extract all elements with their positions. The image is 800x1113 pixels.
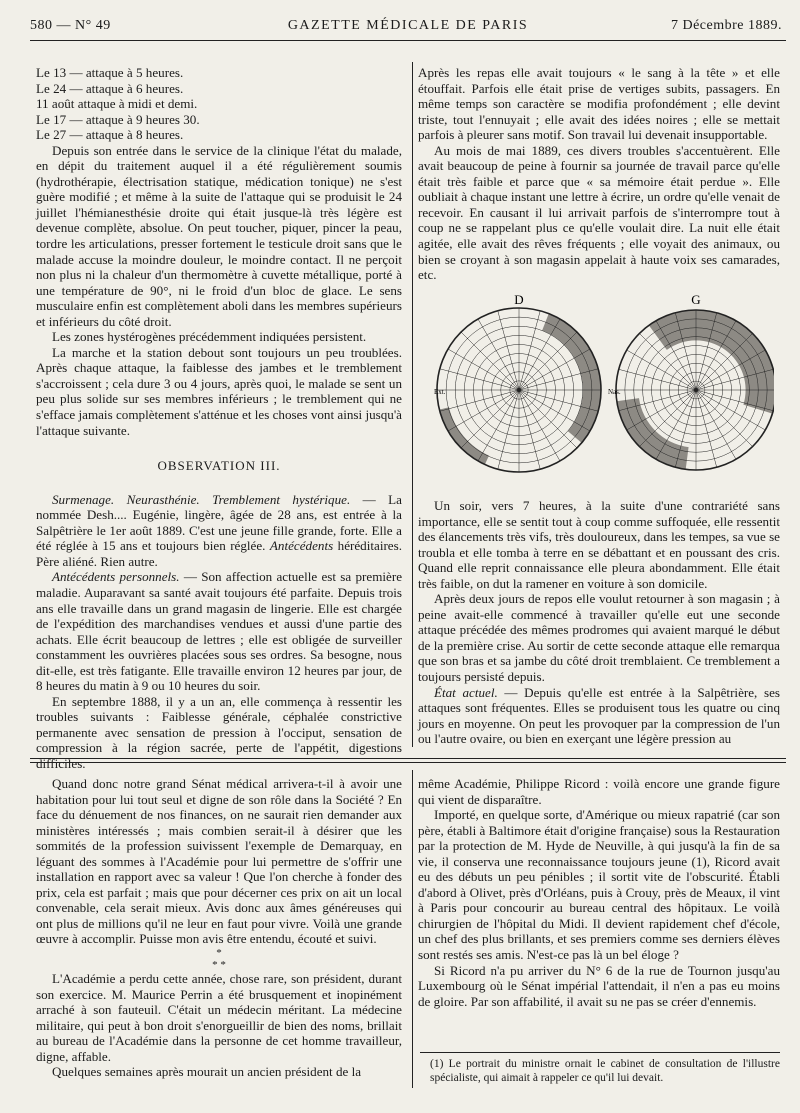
journal-title: GAZETTE MÉDICALE DE PARIS	[287, 18, 529, 33]
paragraph: Le 17 — attaque à 9 heures 30.	[36, 111, 200, 127]
feuilleton-left-column	[36, 776, 402, 1080]
feuilleton-rule	[30, 758, 786, 759]
meridian-line	[519, 311, 540, 390]
upper-left-column	[36, 65, 402, 772]
issue-date: 7 Décembre 1889.	[670, 18, 782, 33]
paragraph: Le 24 — attaque à 6 heures.	[36, 80, 184, 96]
section-heading: OBSERVATION III.	[157, 458, 281, 474]
paragraph: 11 août attaque à midi et demi.	[36, 96, 198, 112]
paragraph: Au mois de mai 1889, ces divers troubles s'accentuèrent. Elle avait beaucoup de peine à fournir sa journée de travail parce qu'elle était très faible et parce que « sa mémoire était perdue ». Elle oubliait à chaque instant une lettre à écrire, un ordre qu'elle venait de recevoir. En causant il lui arrivait parfois de s'interrompre tout à coup ne se rappelant plus ce qu'elle voulait dire. La nuit elle était agitée, elle avait des rêves fréquents ; elle voyait des animaux, ou bien se croyant à son magasin appelait à haute voix ses camarades, etc.	[418, 142, 780, 283]
paragraph: Quand donc notre grand Sénat médical arrivera-t-il à avoir une habitation pour lui tout seul et digne de son rôle dans la Société ? En face du dénuement de nos finances, on ne saurait rien demander aux ministères intéressés ; mais combien serait-il à désirer que les sommités de la profession suivissent l'exemple de Demarquay, en léguant des sommes à l'Académie pour lui permettre de s'offrir une installation en rapport avec sa valeur ! Que l'on cherche à fonder des prix, cela est parfait ; mais que pour décerner ces prix on ait un local convenable, cela serait mieux. Avis donc aux âmes généreuses qui ont plus de millions qu'il ne leur en faut pour vivre. Voilà une grande œuvre à accomplir. Puisse mon avis être entendu, écouté et suivi.	[36, 776, 402, 947]
right-eye-label: G	[691, 292, 701, 307]
meridian-line	[498, 390, 519, 469]
paragraph: Un soir, vers 7 heures, à la suite d'une contrariété sans importance, elle se sentit tout à coup comme suffoquée, elle ressentit des élancements très vifs, très douloureux, dans les tempes, sa vue se troubla et elle tomba à terre en se débattant et en poussant des cris. Quand elle reprit connaissance elle pleura abondamment. Elle était très faible, on dut la ramener en voiture à son domicile.	[418, 498, 780, 591]
footnote	[430, 1057, 780, 1085]
footnote-text: (1) Le portrait du ministre ornait le cabinet de consultation de l'illustre spécialiste, qui aimait à rappeler ce qu'il lui devait.	[430, 1058, 780, 1084]
meridian-line	[696, 390, 753, 447]
temporal-label: Ext.	[434, 388, 446, 396]
paragraph-text: héréditaires. Père aliéné. Rien autre.	[36, 538, 402, 569]
visual-field-charts	[434, 290, 774, 488]
paragraph	[36, 569, 402, 693]
meridian-line	[619, 369, 696, 390]
feuilleton-right-column	[418, 776, 780, 1009]
meridian-line	[498, 311, 519, 390]
meridian-line	[461, 332, 519, 390]
paragraph: Après deux jours de repos elle voulut retourner à son magasin ; à peine avait-elle commencé à travailler qu'elle eut une seconde attaque précédée des mêmes prodromes qui avaient marqué le début de la première crise. Au sortir de cette seconde attaque elle remarqua que son bras et sa jambe du côté droit tremblaient. Ce tremblement a toujours persisté depuis.	[418, 591, 780, 685]
paragraph: L'Académie a perdu cette année, chose rare, son président, durant son exercice. M. Maurice Perrin a été brusquement et inopinément arraché à son fauteuil. C'était un médecin méritant. La médecine militaire, qui peut à bon droit s'enorgueillir de bien des noms, brillait au bureau de l'Académie dans la personne de cet homme travailleur, digne, affable.	[36, 971, 402, 1064]
footnote-rule	[420, 1052, 780, 1053]
meridian-line	[519, 390, 540, 469]
meridian-line	[519, 332, 577, 390]
paragraph: Le 27 — attaque à 8 heures.	[36, 127, 184, 143]
paragraph: même Académie, Philippe Ricord : voilà encore une grande figure qui vient de disparaître.	[418, 776, 780, 807]
paragraph: Après les repas elle avait toujours « le sang à la tête » et elle étouffait. Parfois elle était prise de vertiges subits, passagers. En même temps son caractère se modifia profondément ; elle devint triste, tout l'ennuyait ; elle avait des idées noires ; elle se mettait parfois à pleurer sans motif. Son travail lui devenait insupportable.	[418, 65, 780, 143]
paragraph: Le 13 — attaque à 5 heures.	[36, 65, 184, 80]
paragraph: Les zones hystérogènes précédemment indiquées persistent.	[52, 329, 367, 345]
paragraph	[36, 492, 402, 570]
asterism: * * *	[212, 947, 226, 972]
upper-right-column-top	[418, 65, 780, 283]
italic-term: Antécédents	[269, 538, 334, 554]
nasal-label: Nas.	[608, 388, 621, 396]
left-eye-chart	[437, 308, 601, 472]
paragraph	[418, 685, 780, 747]
meridian-line	[519, 390, 577, 448]
column-divider	[412, 770, 413, 1088]
right-eye-chart	[616, 310, 774, 470]
paragraph: Si Ricord n'a pu arriver du N° 6 de la rue de Tournon jusqu'au Luxembourg où le Sénat impérial l'attendait, il n'en a pas eu moins de gloire. Par son affabilité, il avait su ne pas se créer d'ennemis.	[418, 962, 780, 1009]
italic-heading: Antécédents personnels.	[52, 569, 180, 585]
field-shading	[542, 314, 601, 443]
feuilleton-rule	[30, 762, 786, 763]
visual-field-figure	[434, 290, 774, 488]
upper-right-column-bottom	[418, 498, 780, 747]
meridian-line	[639, 390, 696, 447]
column-divider	[412, 62, 413, 747]
paragraph-text: — Son affection actuelle est sa première maladie. Auparavant sa santé avait toujours été parfaite. Depuis trois ans elle travaille dans un grand magasin de lingerie. Elle est chargée de l'expédition des marchandises vendues et aussi d'une partie des achats. Elle écrit beaucoup de lettres ; elle est obligée de surveiller constamment les ouvrières placées sous ses ordres. Sa besogne, nous dit-elle, est très fatigante. Elle travaille environ 12 heures par jour, de 8 heures du matin à 9 ou 10 heures du soir.	[36, 569, 403, 694]
meridian-line	[696, 390, 717, 467]
paragraph-text: — Depuis qu'elle est entrée à la Salpêtrière, ses attaques sont fréquentes. Elles se produisent tous les quatre ou cinq jours en moyenne. On peut les provoquer par la compression de l'un ou l'autre ovaire, ou bien en exerçant une légère pression au	[418, 684, 780, 747]
meridian-line	[440, 369, 519, 390]
fixation-point	[517, 388, 521, 392]
paragraph-text: — La nommée Desh.... Eugénie, lingère, âgée de 28 ans, est entrée à la Salpêtrière le 1er août 1889. C'est une jeune fille grande, forte. Elle a été réglée à 15 ans et toujours bien réglée.	[36, 491, 402, 554]
paragraph: Depuis son entrée dans le service de la clinique l'état du malade, en dépit du traitement auquel il a été régulièrement soumis (hydrothérapie, électrisation statique, médication tonique) ne s'est guère modifié ; et même à la suite de l'attaque qui se produisit le 24 juillet l'hémianesthésie droite qui était jusque-là très légère est devenue complète, absolue. On peut toucher, piquer, pincer la peau, tordre les articulations, presser fortement le testicule droit sans que le malade accuse la moindre douleur, le moindre contact. Il ne perçoit non plus ni la chaleur d'un thermomètre à cuvette métallique, porté à une température de 90°, ni le froid d'un bloc de glace. Le sens musculaire enfin est complètement aboli dans les membres supérieurs et inférieurs du côté droit.	[36, 142, 402, 329]
page-number: 580 — N° 49	[30, 18, 111, 33]
running-header	[30, 18, 786, 41]
left-eye-label: D	[514, 292, 524, 307]
paragraph: La marche et la station debout sont toujours un peu troublées. Après chaque attaque, la faiblesse des jambes et le tremblement s'accroissent ; cela dure 3 ou 4 jours, après quoi, le malade se sent un peu plus solide sur ses membres inférieurs ; le tremblement qui ne s'efface jamais complètement s'atténue et les choses vont ainsi jusqu'à l'attaque suivante.	[36, 344, 402, 438]
meridian-line	[461, 390, 519, 448]
italic-heading: État actuel.	[434, 684, 498, 700]
meridian-line	[440, 390, 519, 411]
paragraph: En septembre 1888, il y a un an, elle commença à ressentir les troubles suivants : Faiblesse générale, céphalée constrictive permanente avec sensation de pression à l'occiput, sensation de compression à la région sacrée, perte de l'appétit, digestions difficiles.	[36, 693, 402, 771]
paragraph: Importé, en quelque sorte, d'Amérique ou mieux rapatrié (car son père, établi à Baltimore était d'origine française) sous la Restauration par la protection de M. Hyde de Neuville, à qui jusqu'à la fin de sa vie, il conserva une reconnaissance toujours jeune (1), Ricord avait eu des débuts un peu pénibles ; il sortit vite de l'obscurité. Établi d'abord à Olivet, près d'Orléans, puis à Crouy, près de Meaux, il vint à Paris pour concourir au bureau central des hôpitaux. Le voilà chirurgien de l'hôpital du Midi. Il devient rapidement chef d'école, un chef des plus brillants, et ses premiers comme ses derniers élèves sont restés ses amis. N'est-ce pas là un bel éloge ?	[418, 807, 780, 963]
paragraph: Quelques semaines après mourait un ancien président de la	[52, 1064, 362, 1080]
fixation-point	[694, 388, 698, 392]
italic-heading: Surmenage. Neurasthénie. Tremblement hystérique.	[52, 491, 351, 507]
